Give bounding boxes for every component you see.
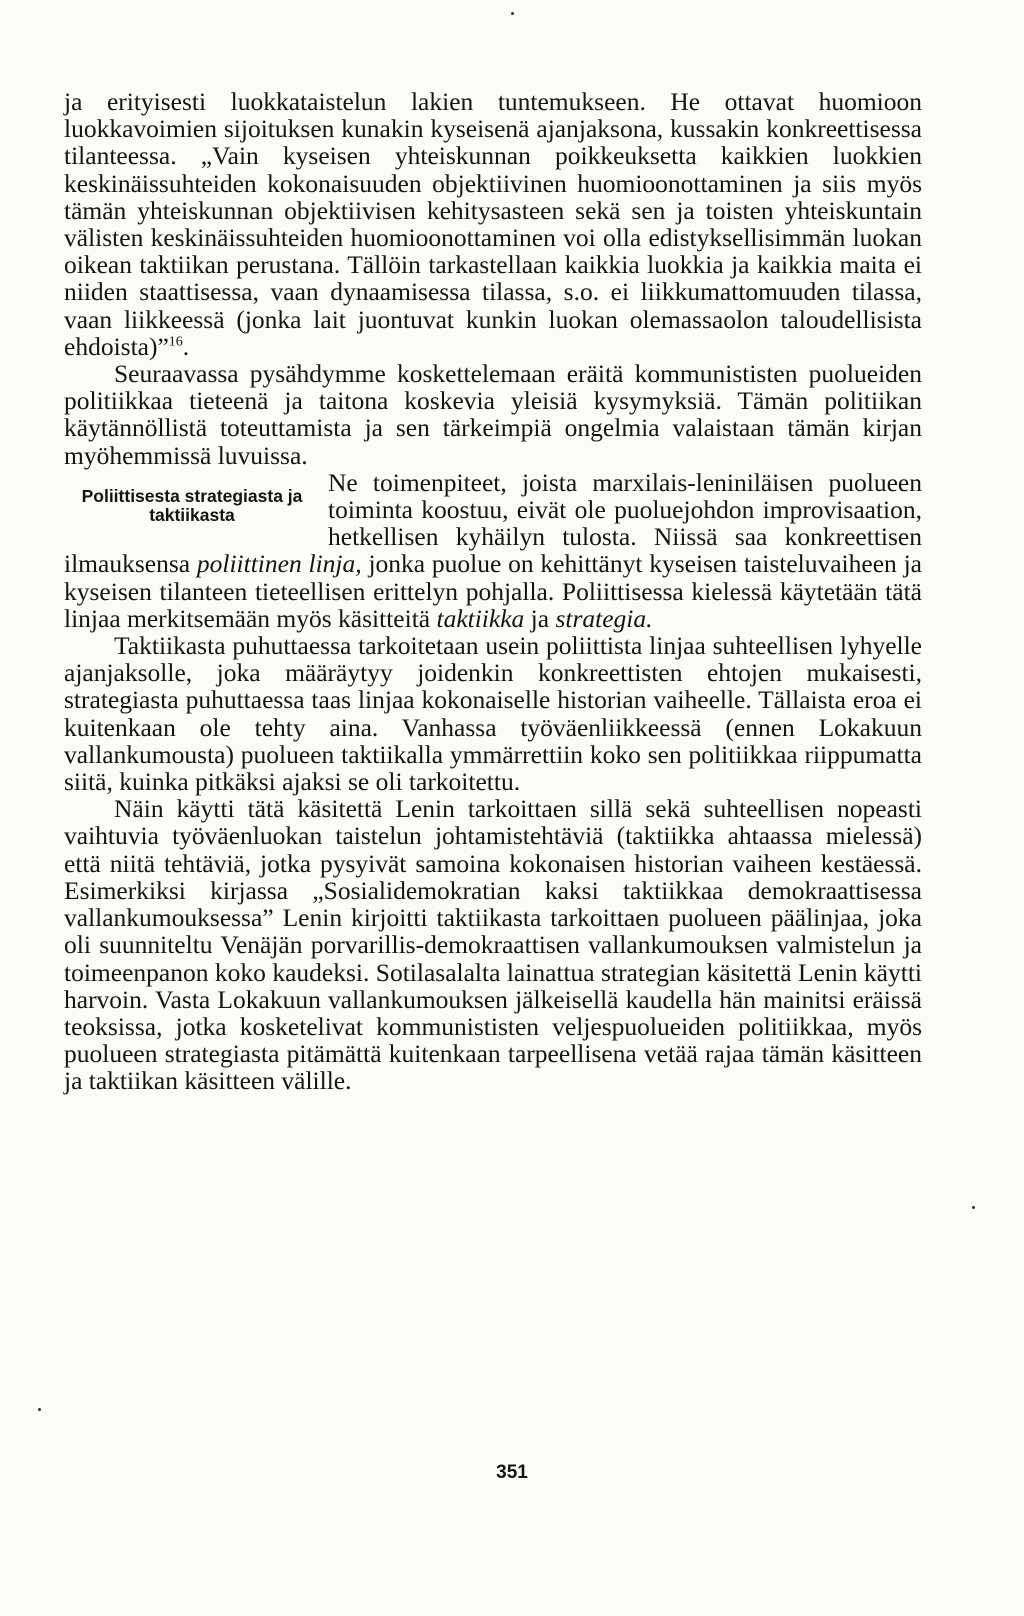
emphasis-text: strategia. [555, 603, 653, 633]
margin-speck-left [38, 1408, 41, 1411]
text-run: jonka puolue on kehittänyt kyseisen taisteluvaiheen ja kyseisen tilanteen tieteellisen erittelyn pohjalla. Poliittisessa kielessä käytetään tätä linjaa merkitsemään myös käsitteitä [64, 549, 922, 633]
top-speck [511, 12, 514, 15]
side-heading: Poliittisesta strategiasta ja taktiikasta [81, 485, 303, 525]
text-run: . [182, 331, 190, 361]
text-run: ja erityisesti luokkataistelun lakien tuntemukseen. He ottavat huomioon luokkavoimien sijoituksen kunakin kyseisenä ajanjaksona, kussakin konkreettisessa tilanteessa. „Vain kyseisen yhteiskunnan poikkeuksetta kaikkien luokkien keskinäissuhteiden kokonaisuuden objektiivinen huomioonottaminen ja siis myös tämän yhteiskunnan objektiivisen kehitysasteen sekä sen ja toisten yhteiskuntain välisten keskinäissuhteiden huomioonottaminen voi olla edistyksellisimmän luokan oikean taktiikan perustana. Tällöin tarkastellaan kaikkia luokkia ja kaikkia maita ei niiden staattisessa, vaan dynaamisessa tilassa, s.o. ei liikkumattomuuden tilassa, vaan liikkeessä (jonka lait juontuvat kunkin luokan olemassaolon taloudellisista ehdoista)” [64, 87, 922, 361]
text-run: ja [524, 603, 556, 633]
emphasis-text: taktiikka [436, 603, 525, 633]
paragraph [64, 88, 922, 360]
text-run: Näin käytti tätä käsitettä Lenin tarkoittaen sillä sekä suhteellisen nopeasti vaihtuvia työväenluokan taistelun johtamistehtäviä (taktiikka ahtaassa mielessä) että niitä tehtäviä, jotka pysyivät samoina kokonaisen historian vaiheen kestäessä. Esimerkiksi kirjassa „Sosialidemokratian kaksi taktiikkaa demokraattisessa vallankumouksessa” Lenin kirjoitti taktiikasta tarkoittaen puolueen päälinjaa, joka oli suunniteltu Venäjän porvarillis-demokraattisen vallankumouksen valmistelun ja toimeenpanon koko kaudeksi. Sotilasalalta lainattua strategian käsitettä Lenin käytti harvoin. Vasta Lokakuun vallankumouksen jälkeisellä kaudella hän mainitsi eräissä teoksissa, jotka kosketelivat kommunististen veljespuolueiden politiikkaa, myös puolueen strategiasta pitämättä kuitenkaan tarpeellisena vetää rajaa tämän käsitteen ja taktiikan käsitteen välille. [64, 794, 922, 1096]
footnote-ref: 16 [168, 334, 183, 350]
text-run: Taktiikasta puhuttaessa tarkoitetaan usein poliittista linjaa suhteellisen lyhyelle ajanjaksolle, joka määräytyy joidenkin konkreettisten ehtojen mukaisesti, strategiasta puhuttaessa taas linjaa kokonaiselle historian vaiheelle. Tällaista eroa ei kuitenkaan ole tehty aina. Vanhassa työväenliikkeessä (ennen Lokakuun vallankumousta) puolueen taktiikalla ymmärrettiin koko sen politiikkaa riippumatta siitä, kuinka pitkäksi ajaksi se oli tarkoitettu. [64, 631, 922, 797]
paragraph [64, 469, 922, 632]
body-text [64, 88, 922, 1095]
emphasis-text: poliittinen linja, [196, 549, 362, 579]
margin-speck-right [972, 1206, 975, 1209]
paragraph [64, 632, 922, 795]
page-number: 351 [496, 1462, 528, 1483]
paragraph [64, 360, 922, 469]
paragraph [64, 795, 922, 1094]
text-run: Seuraavassa pysähdymme koskettelemaan eräitä kommunististen puolueiden politiikkaa tieteenä ja taitona koskevia yleisiä kysymyksiä. Tämän politiikan käytännöllistä toteuttamista ja sen tärkeimpiä ongelmia valaistaan tämän kirjan myöhemmissä luvuissa. [64, 359, 922, 470]
text-run: Ne toimenpiteet, joista marxilais-leniniläisen puolueen toiminta koostuu, eivät ole puoluejohdon improvisaation, hetkellisen kyhäilyn tulosta. Niissä saa konkreettisen ilmauksensa [64, 467, 922, 579]
